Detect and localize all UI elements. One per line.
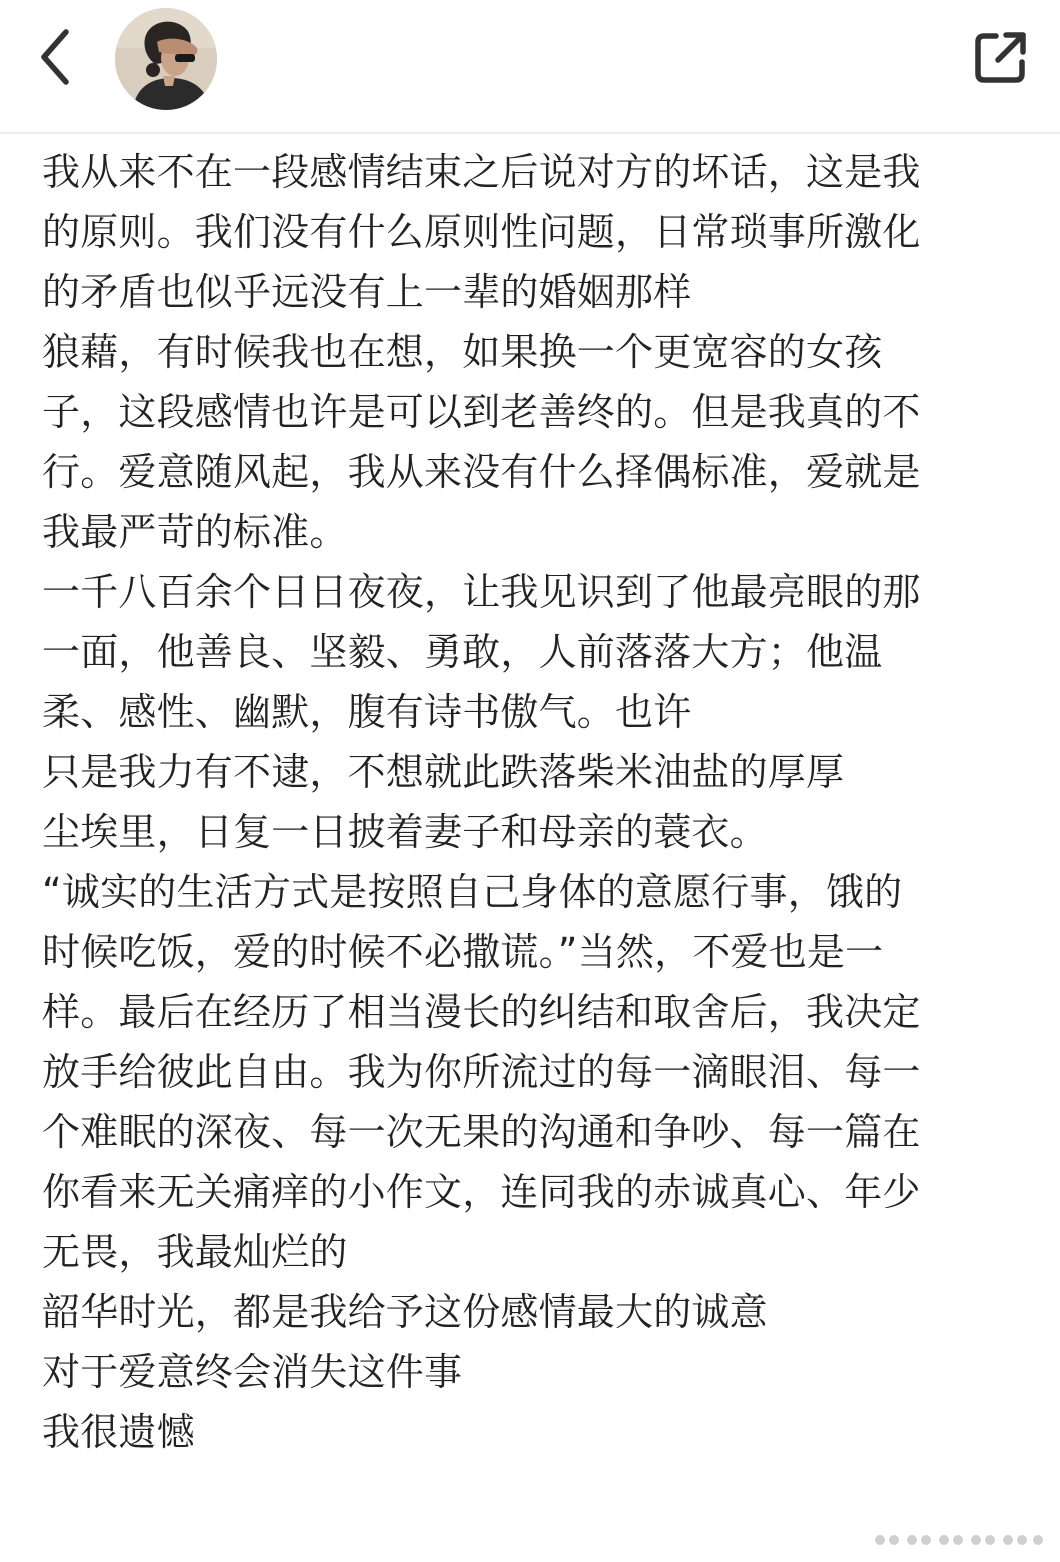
post-text-line: 我最严苛的标准。 [42,510,348,554]
post-text-line: 狼藉，有时候我也在想，如果换一个更宽容的女孩 [42,330,883,374]
post-text-line: 放手给彼此自由。我为你所流过的每一滴眼泪、每一 [42,1050,921,1094]
avatar-image [115,8,217,110]
post-text-line: “诚实的生活方式是按照自己身体的意愿行事，饿的 [42,870,903,914]
post-text-line: 的原则。我们没有什么原则性问题，日常琐事所激化 [42,210,921,254]
post-text-line: 柔、感性、幽默，腹有诗书傲气。也许 [42,690,692,734]
post-text-line: 一千八百余个日日夜夜，让我见识到了他最亮眼的那 [42,570,921,614]
post-text-line: 尘埃里，日复一日披着妻子和母亲的蓑衣。 [42,810,768,854]
user-avatar[interactable] [115,8,217,110]
watermark-dots [0,1518,1060,1558]
post-text-line: 一面，他善良、坚毅、勇敢，人前落落大方；他温 [42,630,883,674]
post-text-line: 我很遗憾 [42,1410,195,1454]
post-text-line: 子，这段感情也许是可以到老善终的。但是我真的不 [42,390,921,434]
post-text-line: 你看来无关痛痒的小作文，连同我的赤诚真心、年少 [42,1170,921,1214]
share-button[interactable] [968,26,1032,90]
chevron-left-icon [30,26,86,88]
post-text-line: 我从来不在一段感情结束之后说对方的坏话，这是我 [42,150,921,194]
post-text-line: 的矛盾也似乎远没有上一辈的婚姻那样 [42,270,692,314]
share-external-icon [968,26,1032,90]
post-text-line: 行。爱意随风起，我从来没有什么择偶标准，爱就是 [42,450,921,494]
post-text-line: 无畏，我最灿烂的 [42,1230,348,1274]
post-text-line: 个难眠的深夜、每一次无果的沟通和争吵、每一篇在 [42,1110,921,1154]
back-button[interactable] [30,26,86,88]
top-navigation-bar [0,0,1060,134]
post-text-line: 只是我力有不逮，不想就此跌落柴米油盐的厚厚 [42,750,845,794]
post-text-line: 韶华时光，都是我给予这份感情最大的诚意 [42,1290,768,1334]
post-text-line: 对于爱意终会消失这件事 [42,1350,463,1394]
post-text-line: 样。最后在经历了相当漫长的纠结和取舍后，我决定 [42,990,921,1034]
dots-decoration [0,1518,1060,1558]
post-content [42,142,1022,1462]
post-text-line: 时候吃饭，爱的时候不必撒谎。”当然，不爱也是一 [42,930,884,974]
